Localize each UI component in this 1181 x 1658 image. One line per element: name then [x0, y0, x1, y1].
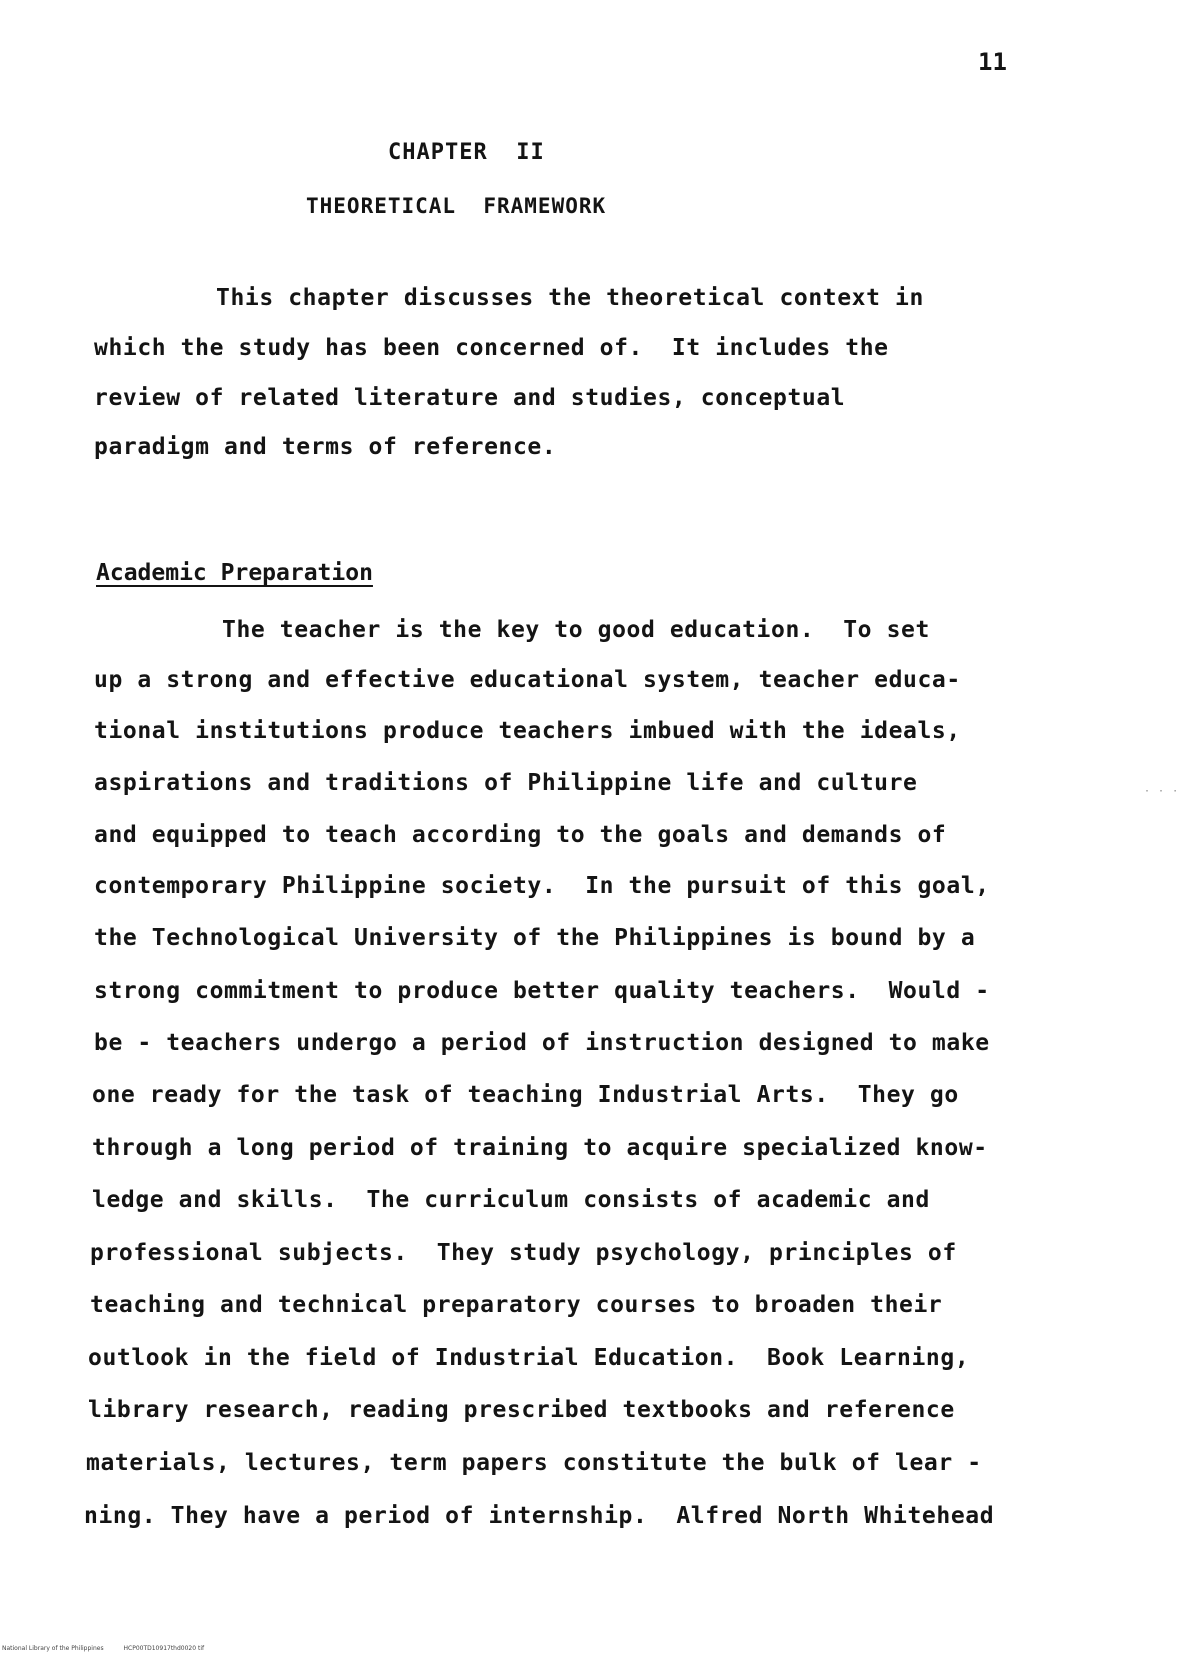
body-line: ledge and skills. The curriculum consists of academic and [92, 1187, 930, 1213]
footer-reference: HCP00TD10917thd0020 tif [123, 1645, 205, 1652]
intro-line: which the study has been concerned of. It includes the [94, 335, 889, 361]
body-line: be - teachers undergo a period of instruction designed to make [94, 1030, 990, 1056]
body-line: tional institutions produce teachers imbued with the ideals, [94, 718, 961, 744]
body-line: contemporary Philippine society. In the pursuit of this goal, [94, 873, 990, 899]
section-heading: Academic Preparation [96, 560, 373, 586]
body-line: outlook in the field of Industrial Education. Book Learning, [88, 1345, 970, 1371]
body-line: materials, lectures, term papers constitute the bulk of lear - [86, 1450, 982, 1476]
body-line: aspirations and traditions of Philippine life and culture [94, 770, 918, 796]
scan-specks: · · · [1144, 786, 1180, 797]
body-line: through a long period of training to acquire specialized know- [92, 1135, 988, 1161]
body-line: up a strong and effective educational system, teacher educa- [94, 667, 961, 693]
body-line: teaching and technical preparatory courses to broaden their [90, 1292, 943, 1318]
intro-line: paradigm and terms of reference. [94, 434, 557, 460]
body-line: the Technological University of the Philippines is bound by a [94, 925, 976, 951]
body-line: and equipped to teach according to the goals and demands of [94, 822, 947, 848]
body-line: library research, reading prescribed textbooks and reference [88, 1397, 955, 1423]
footer-library: National Library of the Philippines [2, 1645, 104, 1652]
intro-line: This chapter discusses the theoretical context in [216, 285, 924, 311]
body-line: ning. They have a period of internship. Alfred North Whitehead [84, 1503, 995, 1529]
body-line: professional subjects. They study psychology, principles of [90, 1240, 957, 1266]
intro-line: review of related literature and studies, conceptual [94, 385, 846, 411]
scan-footer [2, 1645, 204, 1652]
body-line: one ready for the task of teaching Industrial Arts. They go [92, 1082, 959, 1108]
page-number: 11 [978, 48, 1007, 76]
chapter-label: CHAPTER II [388, 140, 545, 165]
body-line: strong commitment to produce better quality teachers. Would - [94, 978, 990, 1004]
chapter-title: THEORETICAL FRAMEWORK [306, 194, 607, 218]
body-line: The teacher is the key to good education. To set [222, 617, 930, 643]
